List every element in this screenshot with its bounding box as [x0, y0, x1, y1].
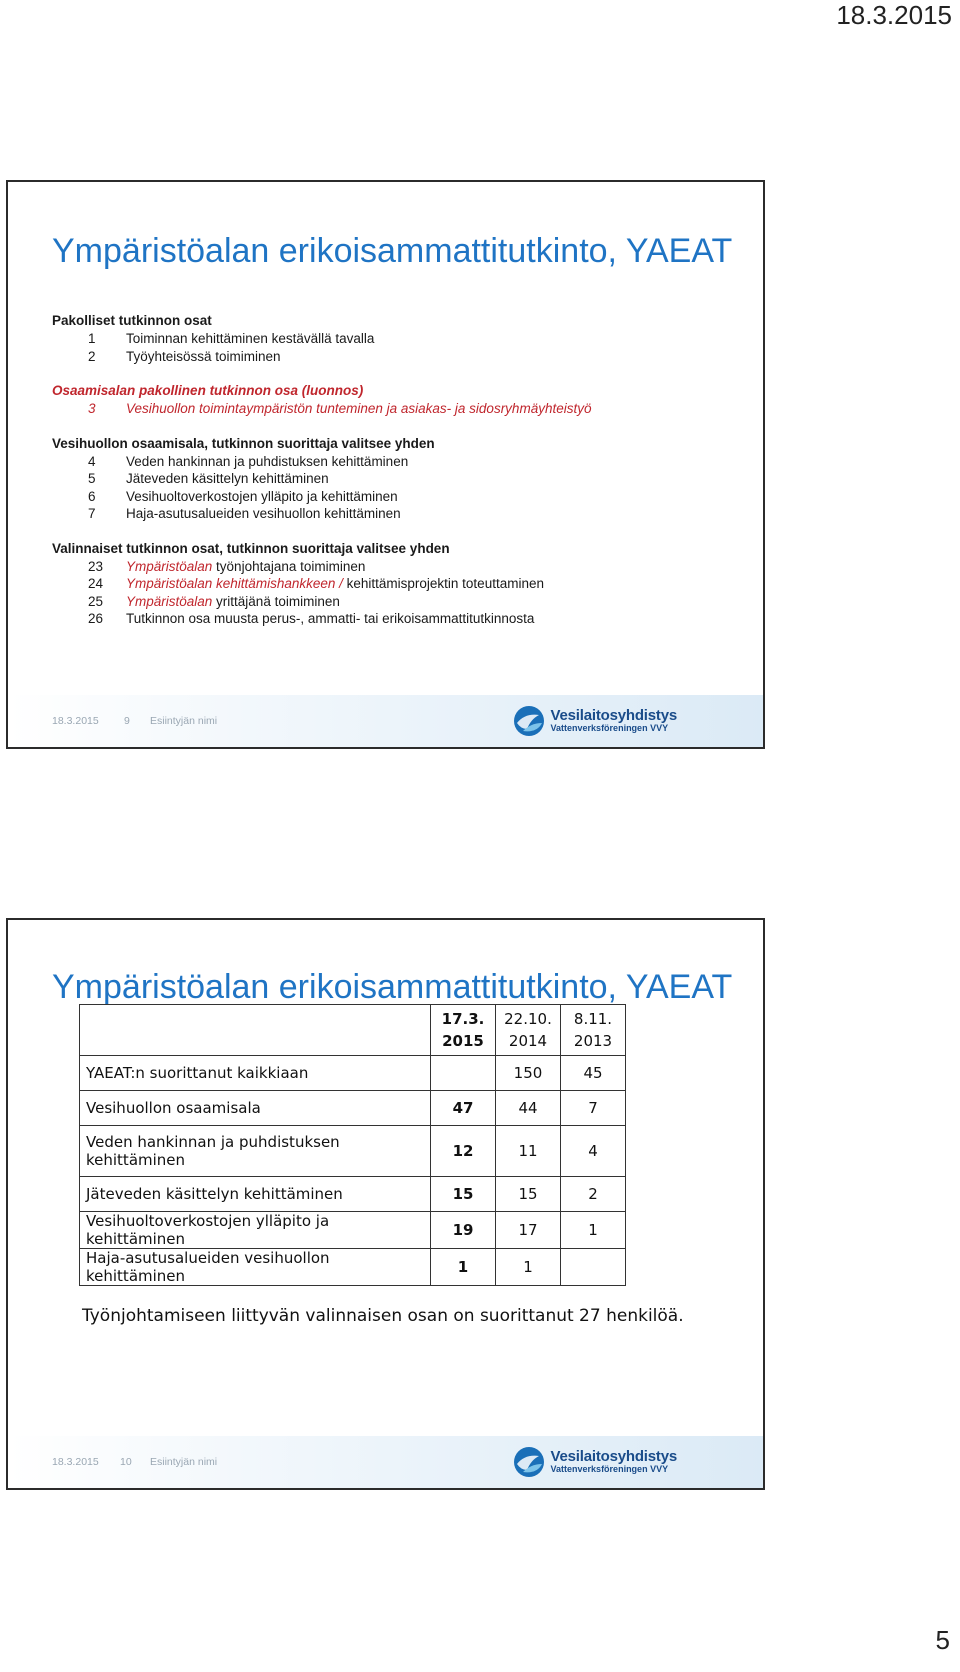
list-item: 26 Tutkinnon osa muusta perus-, ammatti- tai erikoisammattitutkinnosta: [88, 611, 535, 626]
list-item: 1 Toiminnan kehittäminen kestävällä tavalla: [88, 331, 375, 346]
section-heading: Osaamisalan pakollinen tutkinnon osa (luonnos): [52, 383, 364, 398]
section-water-supply: [52, 435, 742, 523]
section-heading: Vesihuollon osaamisala, tutkinnon suorittaja valitsee yhden: [52, 435, 435, 451]
footer-slide-number: 10: [120, 1456, 132, 1468]
table-cell: 1: [561, 1212, 626, 1249]
logo-subtitle: Vattenverksföreningen VVY: [550, 723, 669, 733]
list-item: 25 Ympäristöalan yrittäjänä toimiminen: [88, 593, 340, 609]
table-cell: 19: [431, 1212, 496, 1249]
slide-title: Ympäristöalan erikoisammattitutkinto, YAEAT: [52, 232, 733, 270]
table-cell: YAEAT:n suorittanut kaikkiaan: [80, 1056, 431, 1091]
list-item: 24 Ympäristöalan kehittämishankkeen / kehittämisprojektin toteuttaminen: [88, 576, 544, 591]
vesilaitosyhdistys-logo: [513, 703, 677, 739]
logo-name: Vesilaitosyhdistys: [550, 707, 677, 724]
list-item: 3 Vesihuollon toimintaympäristön tunteminen ja asiakas- ja sidosryhmäyhteistyö: [88, 401, 592, 416]
table-cell: [561, 1249, 626, 1286]
footer-presenter: Esiintyjän nimi: [150, 715, 218, 727]
table-cell: 12: [431, 1126, 496, 1177]
table-cell: 17: [496, 1212, 561, 1249]
slide-footer: [8, 695, 763, 747]
vesilaitosyhdistys-logo: [513, 1444, 677, 1480]
table-cell: Vesihuoltoverkostojen ylläpito ja kehittäminen: [80, 1212, 431, 1249]
table-header-cell: 22.10. 2014: [496, 1005, 561, 1056]
table-cell: 15: [431, 1177, 496, 1212]
footer-slide-number: 9: [124, 715, 130, 727]
list-item: 7 Haja-asutusalueiden vesihuollon kehittäminen: [88, 506, 401, 521]
table-cell: 1: [431, 1249, 496, 1286]
water-drop-logo-icon: [513, 705, 545, 737]
table-row: [80, 1249, 626, 1286]
statistics-table: [79, 1004, 626, 1286]
list-item: 2 Työyhteisössä toimiminen: [88, 348, 281, 364]
table-row: [80, 1126, 626, 1177]
footer-date: 18.3.2015: [52, 1456, 99, 1468]
table-cell: 11: [496, 1126, 561, 1177]
table-cell: 7: [561, 1091, 626, 1126]
table-cell: Haja-asutusalueiden vesihuollon kehittäminen: [80, 1249, 431, 1286]
table-cell: 4: [561, 1126, 626, 1177]
table-cell: [431, 1056, 496, 1091]
slide-footer: [8, 1436, 763, 1488]
table-header-cell: 17.3. 2015: [431, 1005, 496, 1056]
list-item: 6 Vesihuoltoverkostojen ylläpito ja kehittäminen: [88, 488, 398, 504]
table-row: [80, 1056, 626, 1091]
section-heading: Valinnaiset tutkinnon osat, tutkinnon suorittaja valitsee yhden: [52, 540, 450, 556]
slide-9: [6, 180, 765, 749]
table-row: [80, 1091, 626, 1126]
logo-name: Vesilaitosyhdistys: [550, 1448, 677, 1465]
logo-subtitle: Vattenverksföreningen VVY: [550, 1464, 669, 1474]
footnote: Työnjohtamiseen liittyvän valinnaisen osan on suorittanut 27 henkilöä.: [82, 1306, 684, 1326]
section-mandatory: [52, 312, 742, 365]
table-cell: Jäteveden käsittelyn kehittäminen: [80, 1177, 431, 1212]
section-specialization-mandatory: [52, 382, 742, 418]
table-header-cell: 8.11. 2013: [561, 1005, 626, 1056]
list-item: 5 Jäteveden käsittelyn kehittäminen: [88, 471, 329, 486]
page-date: 18.3.2015: [836, 0, 952, 30]
table-header-cell: [80, 1005, 431, 1056]
footer-presenter: Esiintyjän nimi: [150, 1456, 218, 1468]
list-item: 23 Ympäristöalan työnjohtajana toimiminen: [88, 558, 366, 574]
section-optional: [52, 540, 742, 628]
water-drop-logo-icon: [513, 1446, 545, 1478]
table-row: [80, 1212, 626, 1249]
list-item: 4 Veden hankinnan ja puhdistuksen kehittäminen: [88, 453, 409, 469]
section-heading: Pakolliset tutkinnon osat: [52, 313, 212, 328]
slide-10: [6, 918, 765, 1490]
footer-date: 18.3.2015: [52, 715, 99, 727]
table-cell: Veden hankinnan ja puhdistuksen kehittäminen: [80, 1126, 431, 1177]
table-cell: 44: [496, 1091, 561, 1126]
table-cell: 2: [561, 1177, 626, 1212]
slide-content: [52, 312, 742, 645]
table-cell: 150: [496, 1056, 561, 1091]
table-cell: 15: [496, 1177, 561, 1212]
table-cell: 1: [496, 1249, 561, 1286]
page-number: 5: [935, 1625, 950, 1655]
table-cell: Vesihuollon osaamisala: [80, 1091, 431, 1126]
table-cell: 45: [561, 1056, 626, 1091]
table-header-row: [80, 1005, 626, 1056]
table-row: [80, 1177, 626, 1212]
table-cell: 47: [431, 1091, 496, 1126]
slide-title: Ympäristöalan erikoisammattitutkinto, YAEAT: [52, 968, 733, 1006]
